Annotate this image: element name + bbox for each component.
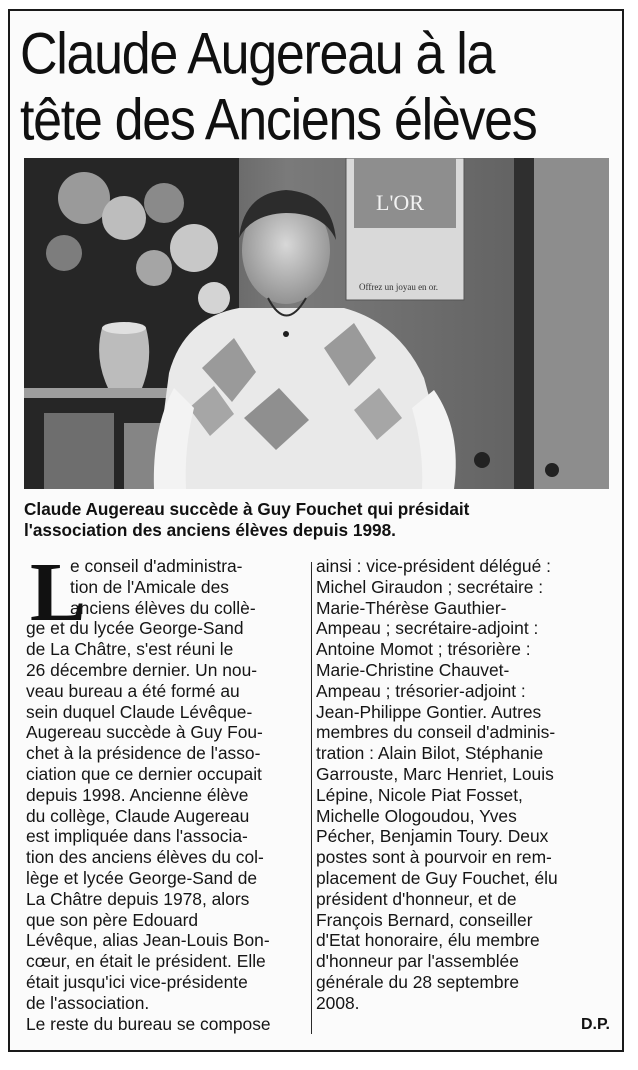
- article-line: tration : Alain Bilot, Stéphanie: [316, 743, 544, 764]
- article-line: Ampeau ; trésorier-adjoint :: [316, 680, 526, 701]
- article-line: Pécher, Benjamin Toury. Deux: [316, 826, 549, 847]
- caption-line-1: Claude Augereau succède à Guy Fouchet qui présidait: [24, 499, 470, 519]
- article-line: d'honneur par l'assemblée: [316, 951, 519, 972]
- article-line: anciens élèves du collè-: [70, 597, 256, 618]
- small-frame-1: [44, 413, 114, 489]
- article-line: La Châtre depuis 1978, alors: [26, 888, 250, 909]
- article-photo: [24, 158, 609, 489]
- article-line: Lépine, Nicole Piat Fosset,: [316, 784, 523, 805]
- article-line: sein duquel Claude Lévêque-: [26, 701, 253, 722]
- article-line: depuis 1998. Ancienne élève: [26, 784, 249, 805]
- article-line: Jean-Philippe Gontier. Autres: [316, 701, 542, 722]
- article-line: Antoine Momot ; trésorière :: [316, 639, 531, 660]
- article-line: 2008.: [316, 992, 360, 1013]
- article-line: ciation que ce dernier occupait: [26, 763, 262, 784]
- column-divider: [311, 562, 312, 1034]
- silver-pitcher: [99, 322, 149, 388]
- article-line: Le reste du bureau se compose: [26, 1013, 271, 1034]
- article-line: placement de Guy Fouchet, élu: [316, 867, 558, 888]
- article-line: chet à la présidence de l'asso-: [26, 743, 261, 764]
- headline: [20, 22, 620, 154]
- article-line: veau bureau a été formé au: [26, 680, 240, 701]
- byline: D.P.: [580, 1016, 610, 1033]
- article-line: ainsi : vice-président délégué :: [316, 556, 551, 576]
- article-line: François Bernard, conseiller: [316, 909, 533, 930]
- article-line: Michelle Ologoudou, Yves: [316, 805, 517, 826]
- article-line: Augereau succède à Guy Fou-: [26, 722, 263, 743]
- article-line: Marie-Thérèse Gauthier-: [316, 597, 507, 618]
- article-line: Lévêque, alias Jean-Louis Bon-: [26, 930, 270, 951]
- article-line: cœur, en était le président. Elle: [26, 951, 266, 972]
- article-line: était jusqu'ici vice-présidente: [26, 971, 248, 992]
- article-line: ge et du lycée George-Sand: [26, 618, 244, 639]
- article-line: de La Châtre, s'est réuni le: [26, 639, 234, 660]
- article-line: tion des anciens élèves du col-: [26, 847, 264, 868]
- article-line: e conseil d'administra-: [70, 556, 243, 576]
- article-line: est impliquée dans l'associa-: [26, 826, 248, 847]
- article-column-left: [26, 546, 308, 1034]
- headline-line-2: tête des Anciens élèves: [20, 88, 537, 154]
- photo-illustration: [24, 158, 609, 489]
- knob-2: [545, 463, 559, 477]
- article-line: que son père Edouard: [26, 909, 199, 930]
- photo-caption: [24, 499, 614, 541]
- door-frame: [514, 158, 534, 489]
- article-line: 26 décembre dernier. Un nou-: [26, 659, 258, 680]
- caption-line-2: l'association des anciens élèves depuis 1998.: [24, 520, 396, 540]
- article-column-right: [316, 556, 616, 1014]
- article-line: postes sont à pourvoir en rem-: [316, 847, 552, 868]
- article-line: Marie-Christine Chauvet-: [316, 659, 510, 680]
- poster-logo: L'OR: [376, 190, 424, 215]
- knob-1: [474, 452, 490, 468]
- headline-line-1: Claude Augereau à la: [20, 22, 495, 87]
- article-line: président d'honneur, et de: [316, 888, 517, 909]
- article-line: du collège, Claude Augereau: [26, 805, 250, 826]
- poster-tagline: Offrez un joyau en or.: [359, 282, 439, 292]
- article-line: tion de l'Amicale des: [70, 576, 229, 597]
- wall-poster: [346, 158, 464, 300]
- article-line: Ampeau ; secrétaire-adjoint :: [316, 618, 539, 639]
- article-line: générale du 28 septembre: [316, 971, 520, 992]
- article-line: d'Etat honoraire, élu membre: [316, 930, 540, 951]
- drop-cap: L: [30, 546, 87, 639]
- article-line: Michel Giraudon ; secrétaire :: [316, 576, 544, 597]
- article-line: lège et lycée George-Sand de: [26, 867, 258, 888]
- article-line: de l'association.: [26, 992, 150, 1013]
- article-line: membres du conseil d'adminis-: [316, 722, 556, 743]
- cupboard: [534, 158, 609, 489]
- article-line: Garrouste, Marc Henriet, Louis: [316, 763, 554, 784]
